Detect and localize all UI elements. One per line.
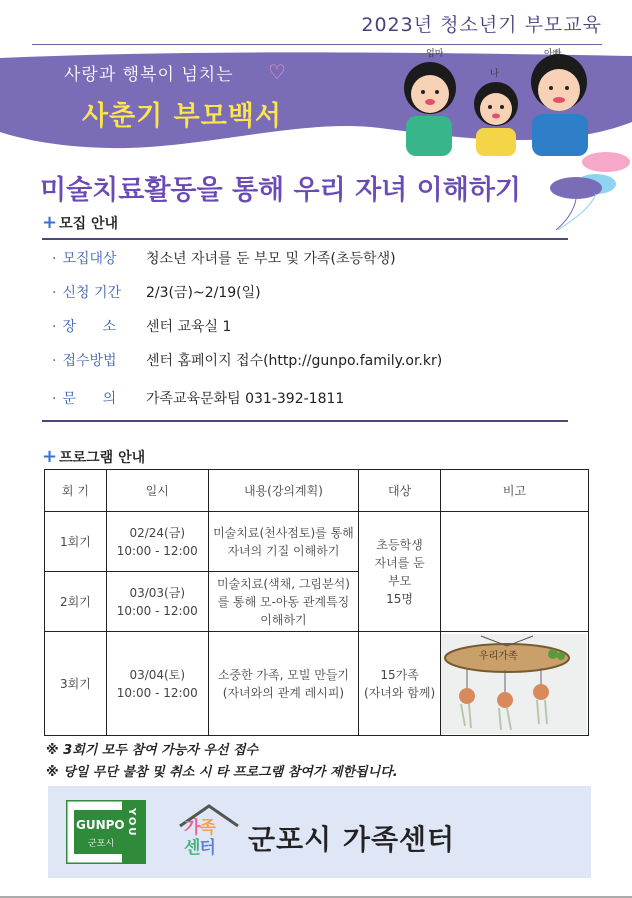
family-illustration (404, 44, 624, 156)
footer-band (48, 786, 591, 878)
table-row: 2회기 03/03(금) 10:00 - 12:00 미술치료(색채, 그림분석) 를 통해 모-아동 관계특징 이해하기 (45, 572, 589, 632)
table-row: 3회기 03/04(토) 10:00 - 12:00 소중한 가족, 모빌 만들기 (자녀와의 관계 레시피) 15가족 (자녀와 함께) 우리가족 (45, 632, 589, 736)
recruit-divider-bottom (42, 420, 568, 422)
heart-icon: ♡ (268, 60, 286, 84)
col-session: 회 기 (45, 470, 107, 512)
main-title: 미술치료활동을 통해 우리 자녀 이해하기 (40, 175, 521, 206)
recruit-divider-top (42, 238, 568, 240)
notes (46, 740, 398, 784)
gunpo-city-logo: GUNPO 군포시 YOU (66, 800, 146, 864)
col-target: 대상 (359, 470, 441, 512)
recruit-row-place: · 장 소 센터 교육실 1 (52, 319, 232, 335)
recruit-row-period: · 신청 기간 2/3(금)~2/19(일) (52, 285, 261, 301)
mobile-craft-photo (440, 632, 588, 736)
header-banner (0, 0, 632, 160)
family-center-logo: 가족 센터 (176, 804, 242, 862)
program-table (44, 469, 589, 736)
recruit-row-method: · 접수방법 센터 홈페이지 접수(http://gunpo.family.or.kr) (52, 350, 442, 370)
program-series-title: 2023년 청소년기 부모교육 (361, 14, 602, 36)
center-name: 군포시 가족센터 (248, 823, 456, 856)
plus-icon: + (42, 212, 58, 233)
family-label-dad: 아빠 (544, 49, 562, 59)
table-row: 1회기 02/24(금) 10:00 - 12:00 미술치료(천사점토)를 통해 자녀의 기질 이해하기 초등학생 자녀를 둔 부모 15명 (45, 512, 589, 572)
col-content: 내용(강의계획) (208, 470, 359, 512)
recruit-row-target: · 모집대상 청소년 자녀를 둔 부모 및 가족(초등학생) (52, 251, 396, 267)
program-heading: + 프로그램 안내 (42, 446, 146, 467)
shared-target-cell: 초등학생 자녀를 둔 부모 15명 (359, 512, 441, 632)
note-priority: ※ 3회기 모두 참여 가능자 우선 접수 (46, 743, 259, 758)
book-title: 사춘기 부모백서 (82, 101, 282, 132)
recruit-heading: + 모집 안내 (42, 212, 119, 233)
note-penalty: ※ 당일 무단 불참 및 취소 시 타 프로그램 참여가 제한됩니다. (46, 765, 398, 780)
col-datetime: 일시 (106, 470, 208, 512)
plus-icon: + (42, 446, 58, 467)
family-label-mom: 엄마 (426, 49, 444, 59)
slogan: 사랑과 행복이 넘치는 (64, 65, 234, 85)
family-label-me: 나 (490, 69, 499, 79)
table-header-row (45, 470, 589, 512)
col-remark: 비고 (440, 470, 588, 512)
recruit-row-contact: · 문 의 가족교육문화팀 031-392-1811 (52, 391, 345, 407)
mobile-sign-text: 우리가족 (478, 651, 518, 662)
balloons-icon (546, 148, 632, 238)
homepage-link[interactable]: 센터 홈페이지 접수(http://gunpo.family.or.kr) (146, 353, 443, 369)
